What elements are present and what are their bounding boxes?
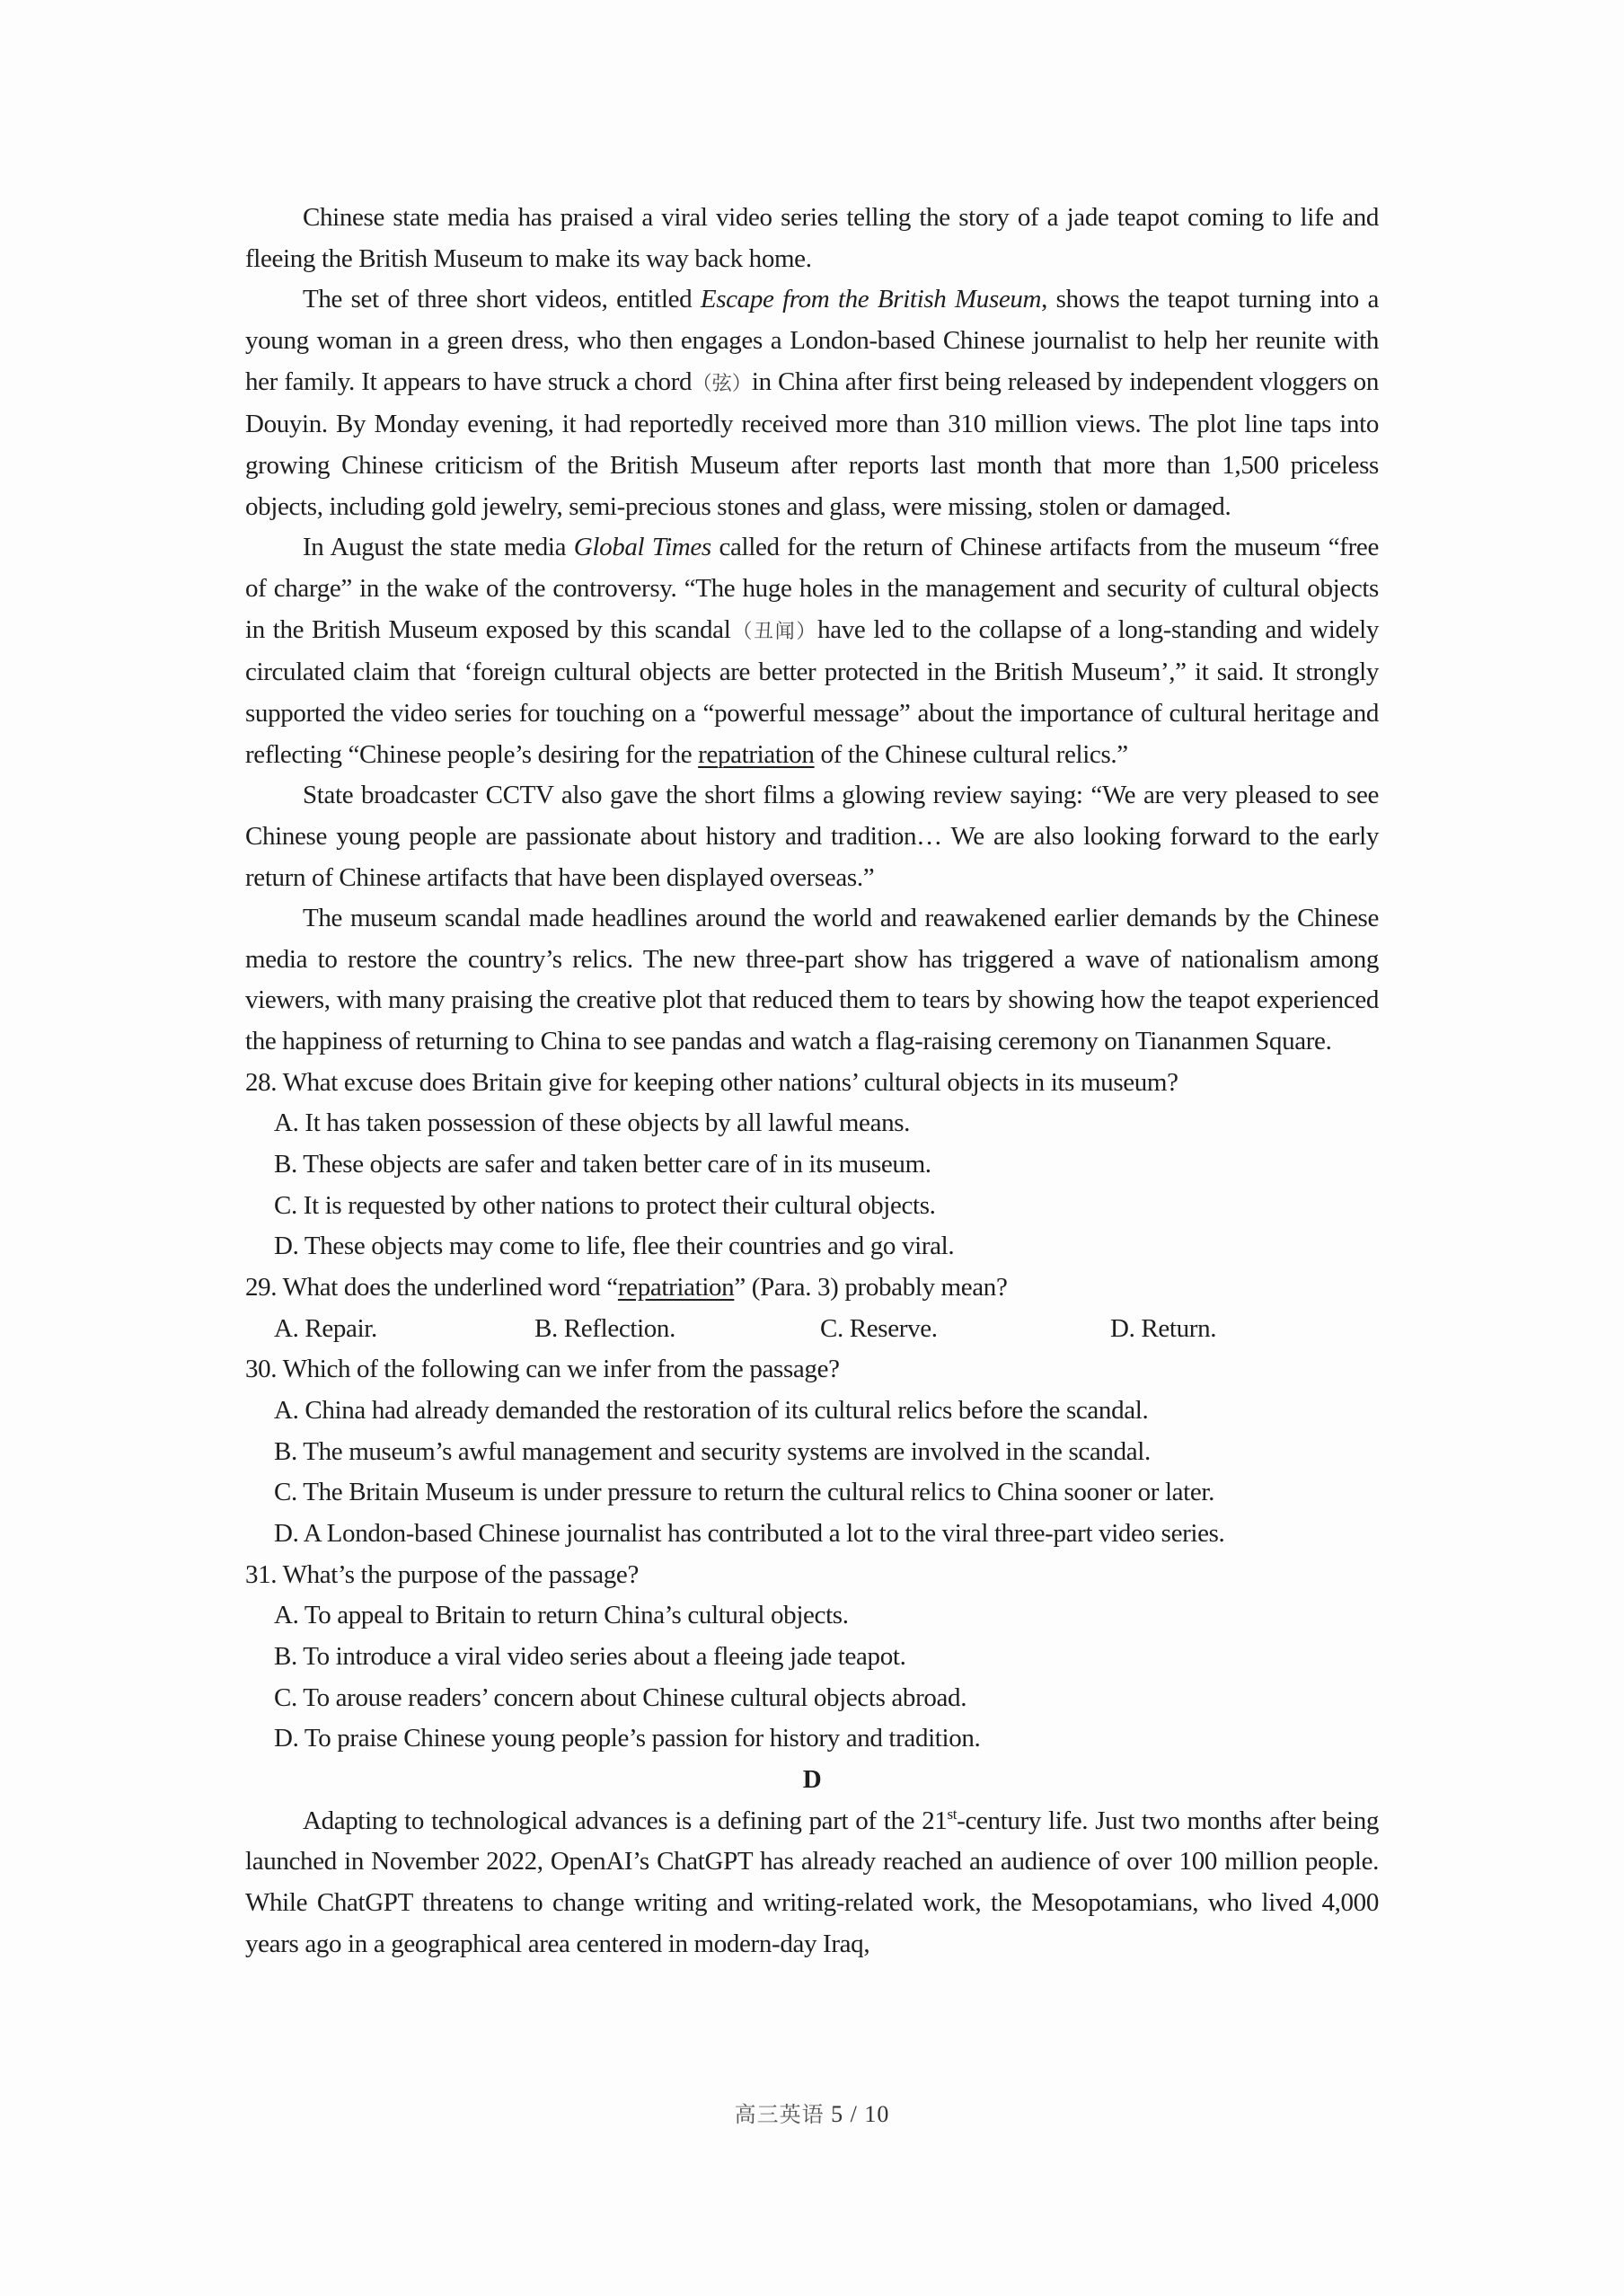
chinese-gloss: （丑闻） (730, 620, 818, 643)
question-stem: 29. What does the underlined word “repatriation” (Para. 3) probably mean? (245, 1273, 1008, 1303)
option-d[interactable]: D. A London-based Chinese journalist has contributed a lot to the viral three-part video series. (274, 1519, 1225, 1548)
option-b[interactable]: B. Reflection. (534, 1313, 675, 1343)
option-a[interactable]: A. It has taken possession of these objects by all lawful means. (274, 1108, 911, 1138)
option-b[interactable]: B. To introduce a viral video series about a fleeing jade teapot. (274, 1641, 906, 1671)
section-heading: D (802, 1764, 822, 1794)
option-b[interactable]: B. The museum’s awful management and security systems are involved in the scandal. (274, 1436, 1151, 1466)
option-a[interactable]: A. To appeal to Britain to return China’s cultural objects. (274, 1601, 849, 1630)
option-c[interactable]: C. Reserve. (820, 1313, 938, 1343)
option-a[interactable]: A. China had already demanded the restoration of its cultural relics before the scandal. (274, 1396, 1149, 1426)
option-c[interactable]: C. It is requested by other nations to protect their cultural objects. (274, 1190, 936, 1220)
publication-title: Global Times (573, 533, 711, 562)
page-number: 5 (831, 2101, 844, 2127)
chinese-gloss: （弦） (692, 372, 752, 395)
paragraph-4: State broadcaster CCTV also gave the short films a glowing review saying: “We are very pleased to see Chinese young people are passionate about history and tradition… We are also looking forward to the early return of Chinese artifacts that have been displayed overseas.” (245, 781, 1379, 892)
option-d[interactable]: D. These objects may come to life, flee their countries and go viral. (274, 1232, 955, 1261)
question-stem: 28. What excuse does Britain give for keeping other nations’ cultural objects in its museum? (245, 1067, 1178, 1097)
option-list (245, 1103, 1379, 1267)
question-29 (245, 1267, 1379, 1349)
subject-label: 高三英语 (734, 2102, 825, 2127)
question-30 (245, 1349, 1379, 1554)
option-c[interactable]: C. The Britain Museum is under pressure to return the cultural relics to China sooner or later. (274, 1478, 1215, 1507)
option-c[interactable]: C. To arouse readers’ concern about Chinese cultural objects abroad. (274, 1682, 967, 1712)
underlined-word: repatriation (617, 1273, 735, 1303)
page-separator: / (850, 2101, 858, 2127)
option-d[interactable]: D. Return. (1110, 1313, 1217, 1343)
option-list (245, 1309, 1379, 1350)
question-31 (245, 1555, 1379, 1760)
option-list (245, 1595, 1379, 1760)
option-b[interactable]: B. These objects are safer and taken better care of in its museum. (274, 1150, 931, 1179)
option-d[interactable]: D. To praise Chinese young people’s passion for history and tradition. (274, 1724, 981, 1753)
passage-c (245, 198, 1379, 1063)
paragraph-3: In August the state media Global Times called for the return of Chinese artifacts from the museum “free of charge” in the wake of the controversy. “The huge holes in the management and security of cultural objects in the British Museum exposed by this scandal（丑闻）have led to the collapse of a long-standing and widely circulated claim that ‘foreign cultural objects are better protected in the British Museum’,” it said. It strongly supported the video series for touching on a “powerful message” about the importance of cultural heritage and reflecting “Chinese people’s desiring for the repatriation of the Chinese cultural relics.” (245, 533, 1379, 769)
underlined-word: repatriation (698, 739, 815, 769)
paragraph-2: The set of three short videos, entitled Escape from the British Museum, shows the teapot turning into a young woman in a green dress, who then engages a London-based Chinese journalist to help her reunite with her family. It appears to have struck a chord（弦）in China after first being released by independent vloggers on Douyin. By Monday evening, it had reportedly received more than 310 million views. The plot line taps into growing Chinese criticism of the British Museum after reports last month that more than 1,500 priceless objects, including gold jewelry, semi-precious stones and glass, were missing, stolen or damaged. (245, 285, 1379, 521)
page-footer (0, 2097, 1624, 2128)
paragraph-5: The museum scandal made headlines around the world and reawakened earlier demands by the Chinese media to restore the country’s relics. The new three-part show has triggered a wave of nationalism among viewers, with many praising the creative plot that reduced them to tears by showing how the teapot experienced the happiness of returning to China to see pandas and watch a flag-raising ceremony on Tiananmen Square. (245, 904, 1379, 1056)
video-title: Escape from the British Museum (700, 285, 1042, 314)
option-a[interactable]: A. Repair. (274, 1313, 377, 1343)
passage-d (245, 1760, 1379, 1965)
page-total: 10 (864, 2101, 890, 2127)
question-28 (245, 1063, 1379, 1267)
exam-page (245, 198, 1379, 1965)
option-list (245, 1391, 1379, 1555)
question-stem: 31. What’s the purpose of the passage? (245, 1559, 639, 1589)
paragraph-d-1: Adapting to technological advances is a defining part of the 21st-century life. Just two months after being launched in November 2022, OpenAI’s ChatGPT has already reached an audience of over 100 million people. While ChatGPT threatens to change writing and writing-related work, the Mesopotamians, who lived 4,000 years ago in a geographical area centered in modern-day Iraq, (245, 1805, 1379, 1958)
paragraph-1: Chinese state media has praised a viral video series telling the story of a jade teapot coming to life and fleeing the British Museum to make its way back home. (245, 203, 1379, 273)
question-stem: 30. Which of the following can we infer from the passage? (245, 1355, 840, 1384)
